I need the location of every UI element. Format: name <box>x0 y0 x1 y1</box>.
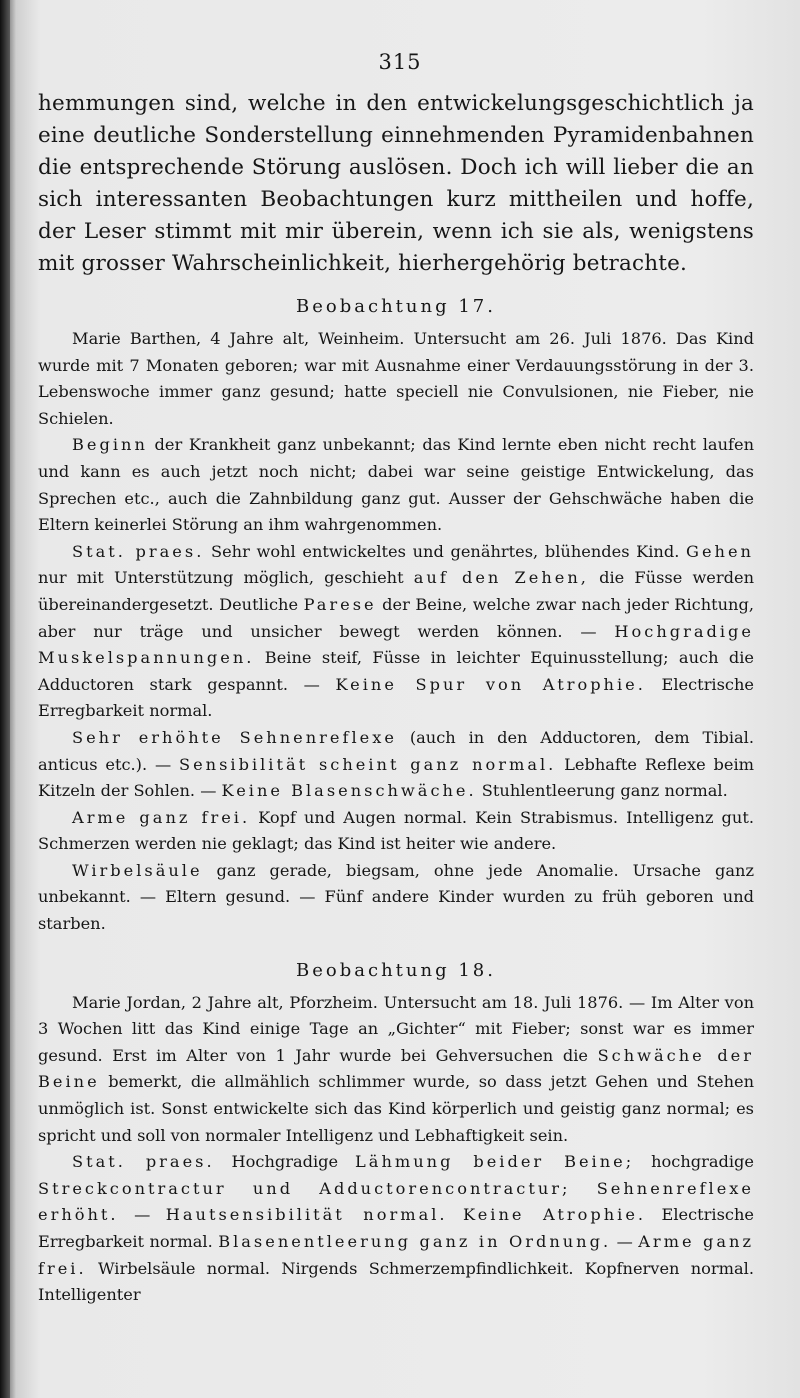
obs17-reflex-sens: Sensibilität scheint ganz normal. <box>179 754 557 774</box>
obs17-paragraph-spine <box>38 858 754 938</box>
obs18-status-text-7: Wirbelsäule normal. Nirgends Schmerzempfindlichkeit. Kopfnerven normal. Intelligenter <box>38 1258 754 1305</box>
obs18-status-text-2: hochgradige <box>634 1152 755 1172</box>
obs17-status-text-4: der Beine, welche zwar nach jeder Richtung, aber nur träge und unsicher bewegt werden können. — <box>38 594 754 641</box>
obs17-status-text-1: Sehr wohl entwickeltes und genährtes, blühendes Kind. <box>204 541 687 561</box>
obs17-status-text-6: Electrische Erregbarkeit normal. <box>38 674 754 721</box>
obs17-reflex-blase: Keine Blasenschwäche. <box>221 781 477 801</box>
observation-18 <box>38 958 754 1309</box>
obs18-status-text-6: — <box>611 1232 639 1251</box>
obs17-spine-lead: Wirbelsäule <box>72 860 203 880</box>
obs18-status-contractur: Streckcontractur und Adductorencontractur; Sehnenreflexe erhöht. <box>38 1178 754 1225</box>
obs18-status-text-3: — <box>118 1205 166 1225</box>
obs17-status-muskel: Hochgradige Muskelspannungen. <box>38 621 754 668</box>
obs17-reflex-text-2: Lebhafte Reflexe beim Kitzeln der Sohlen. — <box>38 754 754 801</box>
obs17-status-atrophie: Keine Spur von Atrophie. <box>335 674 646 694</box>
intro-paragraph: hemmungen sind, welche in den entwickelungsgeschichtlich ja eine deutliche Sonderstellung einnehmenden Pyramidenbahnen die entsprechende Störung auslösen. Doch ich will lieber die an sich interessanten Beobachtungen kurz mittheilen und hoffe, der Leser stimmt mit mir überein, wenn ich sie als, wenigstens mit grosser Wahrscheinlichkeit, hierhergehörig betrachte. <box>38 91 754 276</box>
obs18-status-arme: Arme ganz frei. <box>38 1232 754 1278</box>
obs18-status-text-4 <box>448 1205 464 1224</box>
obs17-status-text-5: Beine steif, Füsse in leichter Equinusstellung; auch die Adductoren stark gespannt. — <box>38 648 754 694</box>
observation-17 <box>38 294 754 938</box>
obs17-onset-text: der Krankheit ganz unbekannt; das Kind lernte eben nicht recht laufen und kann es auch jetzt noch nicht; dabei war seine geistige Entwickelung, das Sprechen etc., auch die Zahnbildung ganz gut. Ausser der Gehschwäche haben die Eltern keinerlei Störung an ihm wahrgenommen. <box>38 435 754 535</box>
obs17-arms-lead: Arme ganz frei. <box>72 807 251 827</box>
obs18-history-text-2: bemerkt, die allmählich schlimmer wurde, so dass jetzt Gehen und Stehen unmöglich ist. Sonst entwickelte sich das Kind körperlich und geistig ganz normal; es spricht und soll von normaler Intelligenz und Lebhaftigkeit sein. <box>38 1072 754 1145</box>
obs18-status-laehmung: Lähmung beider Beine; <box>355 1152 635 1172</box>
obs18-status-sens: Hautsensibilität normal. <box>165 1205 448 1225</box>
obs17-paragraph-history: Marie Barthen, 4 Jahre alt, Weinheim. Untersucht am 26. Juli 1876. Das Kind wurde mit 7 Monaten geboren; war mit Ausnahme einer Verdauungsstörung in der 3. Lebenswoche immer ganz gesund; hatte speciell nie Convulsionen, nie Fieber, nie Schielen. <box>38 329 754 428</box>
observation-17-title: Beobachtung 17. <box>296 296 496 317</box>
obs17-paragraph-onset <box>38 432 754 538</box>
intro-section <box>38 88 754 280</box>
obs18-status-atrophie: Keine Atrophie. <box>463 1205 647 1225</box>
obs17-status-label: Stat. praes. <box>72 541 205 561</box>
obs18-status-text-5: Electrische Erregbarkeit normal. <box>38 1205 754 1251</box>
book-spine-shadow <box>0 0 10 1398</box>
obs17-reflex-text-1: (auch in den Adductoren, dem Tibial. anticus etc.). — <box>38 727 754 774</box>
obs17-reflex-text-3: Stuhlentleerung ganz normal. <box>476 781 728 801</box>
obs18-status-label: Stat. praes. <box>72 1152 215 1172</box>
obs17-status-parese: Parese <box>303 594 377 614</box>
obs17-spine-text: ganz gerade, biegsam, ohne jede Anomalie. Ursache ganz unbekannt. — Eltern gesund. — Fünf andere Kinder wurden zu früh geboren und starben. <box>38 860 754 934</box>
obs17-paragraph-reflexes <box>38 725 754 805</box>
obs18-paragraph-history <box>38 990 754 1150</box>
obs17-arms-text: Kopf und Augen normal. Kein Strabismus. Intelligenz gut. Schmerzen werden nie geklagt; das Kind ist heiter wie andere. <box>38 807 754 854</box>
page-content <box>38 50 754 1309</box>
obs18-history-text-1: Marie Jordan, 2 Jahre alt, Pforzheim. Untersucht am 18. Juli 1876. — Im Alter von 3 Wochen litt das Kind einige Tage an „Gichter“ mit Fieber; sonst war es immer gesund. Erst im Alter von 1 Jahr wurde bei Gehversuchen die <box>38 992 754 1065</box>
obs18-status-blase: Blasenentleerung ganz in Ordnung. <box>218 1232 612 1251</box>
obs17-status-text-3: die Füsse werden übereinandergesetzt. Deutliche <box>38 568 754 614</box>
obs17-status-zehen: auf den Zehen, <box>413 568 589 588</box>
page-number: 315 <box>378 50 422 74</box>
obs17-onset-lead: Beginn <box>72 435 148 455</box>
obs17-paragraph-arms <box>38 805 754 858</box>
obs17-status-gehen: Gehen <box>686 541 754 561</box>
obs17-reflex-lead: Sehr erhöhte Sehnenreflexe <box>72 727 397 747</box>
obs17-paragraph-status <box>38 539 754 725</box>
obs17-status-text-2: nur mit Unterstützung möglich, geschieht <box>38 568 414 588</box>
obs18-history-schwaeche: Schwäche der Beine <box>38 1045 755 1092</box>
obs18-status-text-1: Hochgradige <box>214 1152 356 1172</box>
observation-18-title: Beobachtung 18. <box>296 959 496 981</box>
obs18-paragraph-status <box>38 1149 754 1309</box>
section-gap <box>38 938 754 944</box>
